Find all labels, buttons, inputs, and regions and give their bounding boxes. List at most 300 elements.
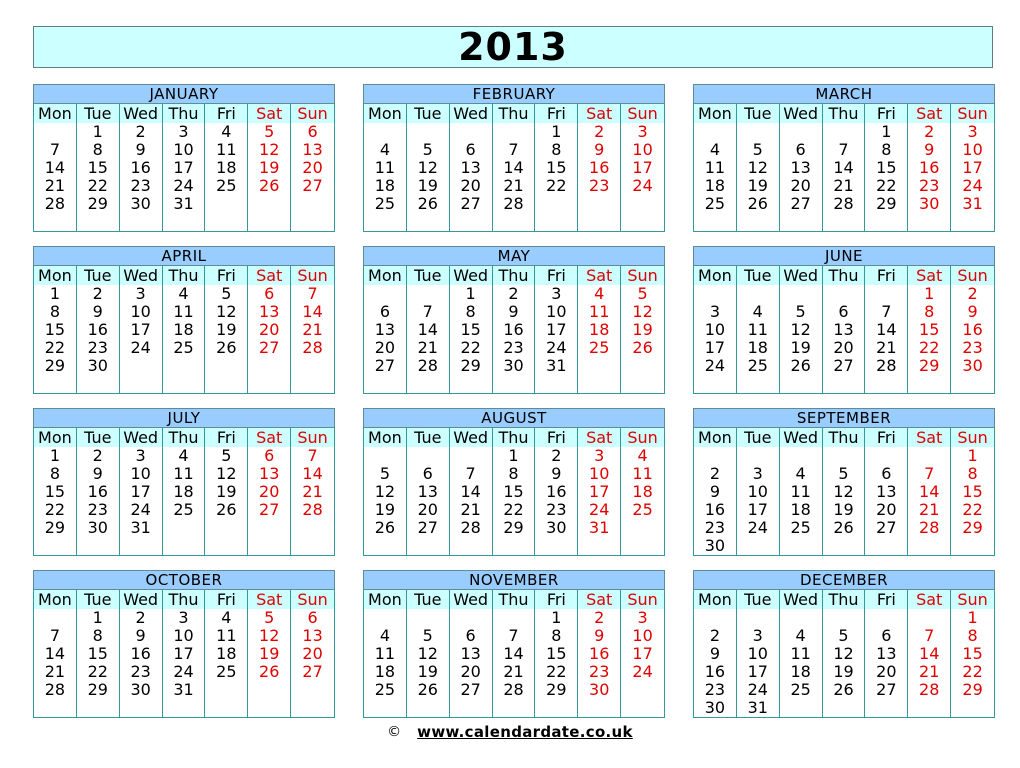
day-cell: 2: [709, 464, 721, 483]
day-cell: 15: [962, 482, 983, 501]
weekday-header: Wed: [450, 590, 492, 609]
day-cell: 28: [44, 194, 66, 213]
weekday-column: [364, 428, 407, 555]
day-cell: 3: [637, 122, 648, 141]
day-cell: 27: [876, 518, 897, 537]
weekday-column: [823, 266, 866, 393]
day-cell: 25: [216, 176, 237, 195]
weekday-column: [407, 266, 450, 393]
month-february: [363, 84, 665, 232]
weekday-header: Sat: [578, 266, 620, 285]
day-cell: [407, 285, 449, 303]
weekday-header: Mon: [694, 104, 736, 123]
weekday-header: Sun: [291, 428, 334, 447]
day-cell: [205, 357, 247, 375]
weekday-header: Fri: [535, 266, 577, 285]
day-cell: 1: [465, 284, 476, 303]
day-cell: 29: [44, 518, 66, 537]
day-cell: [205, 681, 247, 699]
day-cell: 1: [881, 122, 892, 141]
day-cell: 8: [881, 140, 892, 159]
day-cell: 2: [709, 626, 721, 645]
day-cell: 10: [704, 320, 726, 339]
day-cell: 11: [374, 644, 396, 663]
day-cell: 7: [881, 302, 892, 321]
month-grid: [363, 104, 665, 232]
month-name: FEBRUARY: [363, 84, 665, 104]
day-cell: 16: [546, 482, 567, 501]
weekday-column: [908, 266, 951, 393]
day-cell: 21: [833, 176, 854, 195]
day-cell: 26: [259, 662, 280, 681]
day-cell: 12: [216, 302, 237, 321]
day-cell: 20: [833, 338, 854, 357]
day-cell: 1: [924, 284, 935, 303]
weekday-column: [450, 104, 493, 231]
weekday-column: [407, 590, 450, 717]
month-grid: [363, 590, 665, 718]
day-cell: 16: [962, 320, 983, 339]
day-cell: 10: [173, 140, 194, 159]
weekday-column: [493, 590, 536, 717]
day-cell: 1: [508, 446, 519, 465]
day-cell: 6: [795, 140, 806, 159]
day-cell: [291, 681, 334, 699]
day-cell: 22: [962, 662, 983, 681]
day-cell: 22: [87, 176, 108, 195]
day-cell: 17: [546, 320, 567, 339]
day-cell: 11: [173, 464, 194, 483]
month-july: [33, 408, 335, 556]
day-cell: 7: [307, 446, 318, 465]
day-cell: [780, 285, 822, 303]
day-cell: 11: [173, 302, 194, 321]
day-cell: 18: [374, 176, 396, 195]
day-cell: 3: [709, 302, 721, 321]
weekday-header: Sat: [908, 104, 950, 123]
day-cell: [737, 609, 779, 627]
day-cell: 17: [130, 482, 151, 501]
day-cell: 21: [503, 662, 524, 681]
day-cell: 26: [833, 518, 854, 537]
day-cell: 20: [876, 662, 897, 681]
day-cell: [823, 123, 865, 141]
day-cell: 14: [460, 482, 481, 501]
weekday-header: Sun: [291, 266, 334, 285]
weekday-header: Sat: [578, 428, 620, 447]
weekday-column: [493, 104, 536, 231]
day-cell: 22: [546, 662, 567, 681]
weekday-column: [621, 266, 664, 393]
day-cell: 7: [838, 140, 849, 159]
weekday-header: Tue: [407, 266, 449, 285]
month-january: [33, 84, 335, 232]
day-cell: [951, 699, 994, 717]
weekday-column: [951, 266, 994, 393]
day-cell: 22: [44, 500, 66, 519]
weekday-header: Thu: [823, 266, 865, 285]
day-cell: 4: [221, 122, 232, 141]
weekday-column: [865, 428, 908, 555]
day-cell: 19: [417, 176, 438, 195]
weekday-header: Mon: [364, 266, 406, 285]
weekday-column: [694, 590, 737, 717]
day-cell: 22: [962, 500, 983, 519]
day-cell: 24: [173, 662, 194, 681]
weekday-column: [364, 590, 407, 717]
month-august: [363, 408, 665, 556]
day-cell: 11: [747, 320, 768, 339]
day-cell: 18: [632, 482, 653, 501]
day-cell: 8: [49, 464, 61, 483]
day-cell: [205, 195, 247, 213]
day-cell: 11: [632, 464, 653, 483]
month-name: APRIL: [33, 246, 335, 266]
weekday-column: [120, 590, 163, 717]
day-cell: 30: [919, 194, 940, 213]
day-cell: 7: [422, 302, 433, 321]
day-cell: [248, 357, 290, 375]
day-cell: [535, 195, 577, 213]
weekday-column: [780, 428, 823, 555]
day-cell: [780, 609, 822, 627]
weekday-header: Mon: [694, 428, 736, 447]
weekday-header: Fri: [865, 428, 907, 447]
day-cell: 13: [417, 482, 438, 501]
day-cell: 10: [546, 302, 567, 321]
day-cell: 26: [632, 338, 653, 357]
month-grid: [33, 590, 335, 718]
day-cell: 21: [302, 482, 323, 501]
day-cell: 6: [264, 284, 275, 303]
weekday-column: [291, 428, 334, 555]
weekday-header: Thu: [163, 266, 205, 285]
day-cell: 25: [747, 356, 768, 375]
weekday-column: [621, 428, 664, 555]
day-cell: 13: [259, 302, 280, 321]
day-cell: 2: [924, 122, 935, 141]
day-cell: 4: [178, 446, 189, 465]
day-cell: 13: [790, 158, 811, 177]
weekday-header: Tue: [407, 104, 449, 123]
day-cell: 18: [589, 320, 610, 339]
weekday-column: [77, 590, 120, 717]
month-name: NOVEMBER: [363, 570, 665, 590]
day-cell: 6: [465, 140, 476, 159]
day-cell: [865, 609, 907, 627]
day-cell: 12: [216, 464, 237, 483]
copyright-symbol: ©: [387, 724, 402, 740]
day-cell: 18: [790, 500, 811, 519]
weekday-header: Wed: [780, 266, 822, 285]
day-cell: 7: [508, 140, 519, 159]
weekday-header: Fri: [205, 590, 247, 609]
day-cell: 31: [173, 194, 194, 213]
weekday-column: [694, 266, 737, 393]
day-cell: 1: [49, 284, 61, 303]
weekday-column: [205, 428, 248, 555]
day-cell: 23: [546, 500, 567, 519]
day-cell: [780, 537, 822, 555]
day-cell: [248, 195, 290, 213]
day-cell: [908, 609, 950, 627]
day-cell: [248, 681, 290, 699]
weekday-header: Sat: [908, 266, 950, 285]
weekday-header: Wed: [450, 266, 492, 285]
day-cell: 17: [130, 320, 151, 339]
weekday-header: Sun: [951, 590, 994, 609]
day-cell: 27: [460, 680, 481, 699]
day-cell: [120, 357, 162, 375]
weekday-header: Mon: [364, 104, 406, 123]
day-cell: 17: [747, 662, 768, 681]
day-cell: [780, 699, 822, 717]
day-cell: 24: [747, 680, 768, 699]
weekday-column: [291, 590, 334, 717]
day-cell: 15: [87, 158, 108, 177]
day-cell: 31: [589, 518, 610, 537]
weekday-header: Tue: [77, 104, 119, 123]
weekday-header: Wed: [120, 590, 162, 609]
day-cell: 19: [417, 662, 438, 681]
day-cell: 7: [465, 464, 476, 483]
day-cell: [34, 609, 76, 627]
day-cell: 5: [422, 626, 433, 645]
weekday-header: Tue: [77, 590, 119, 609]
day-cell: 3: [135, 446, 146, 465]
day-cell: [205, 519, 247, 537]
day-cell: 12: [417, 644, 438, 663]
day-cell: 26: [216, 338, 237, 357]
month-name: SEPTEMBER: [693, 408, 995, 428]
day-cell: 25: [704, 194, 726, 213]
day-cell: 17: [589, 482, 610, 501]
day-cell: 16: [130, 158, 151, 177]
day-cell: 10: [747, 644, 768, 663]
day-cell: 7: [924, 464, 935, 483]
day-cell: 3: [637, 608, 648, 627]
day-cell: 12: [790, 320, 811, 339]
weekday-column: [205, 266, 248, 393]
day-cell: 28: [876, 356, 897, 375]
day-cell: 15: [919, 320, 940, 339]
day-cell: [34, 123, 76, 141]
day-cell: 19: [216, 320, 237, 339]
day-cell: 27: [876, 680, 897, 699]
day-cell: 7: [307, 284, 318, 303]
weekday-column: [163, 104, 206, 231]
weekday-column: [291, 266, 334, 393]
day-cell: 4: [379, 626, 391, 645]
day-cell: 16: [87, 320, 108, 339]
weekday-column: [450, 428, 493, 555]
day-cell: 15: [44, 482, 66, 501]
day-cell: [364, 285, 406, 303]
day-cell: 27: [790, 194, 811, 213]
weekday-column: [77, 104, 120, 231]
weekday-header: Sun: [951, 266, 994, 285]
weekday-column: [737, 590, 780, 717]
day-cell: 22: [44, 338, 66, 357]
day-cell: 19: [374, 500, 396, 519]
day-cell: 24: [632, 662, 653, 681]
website-link[interactable]: www.calendardate.co.uk: [417, 723, 633, 741]
day-cell: 23: [130, 176, 151, 195]
weekday-header: Wed: [450, 428, 492, 447]
weekday-column: [248, 590, 291, 717]
day-cell: 18: [216, 644, 237, 663]
day-cell: 6: [307, 608, 318, 627]
weekday-column: [205, 590, 248, 717]
day-cell: 17: [962, 158, 983, 177]
weekday-column: [77, 266, 120, 393]
day-cell: 27: [460, 194, 481, 213]
day-cell: 14: [919, 482, 940, 501]
day-cell: 28: [44, 680, 66, 699]
day-cell: 7: [49, 626, 61, 645]
weekday-header: Tue: [737, 590, 779, 609]
weekday-header: Wed: [780, 590, 822, 609]
day-cell: 2: [135, 122, 146, 141]
day-cell: 11: [216, 140, 237, 159]
weekday-header: Sun: [621, 590, 664, 609]
day-cell: 5: [264, 608, 275, 627]
weekday-header: Tue: [77, 266, 119, 285]
day-cell: 19: [747, 176, 768, 195]
day-cell: 5: [264, 122, 275, 141]
day-cell: 9: [92, 302, 103, 321]
day-cell: 12: [747, 158, 768, 177]
day-cell: 20: [790, 176, 811, 195]
day-cell: 21: [302, 320, 323, 339]
month-name: JUNE: [693, 246, 995, 266]
weekday-header: Thu: [163, 104, 205, 123]
day-cell: 30: [503, 356, 524, 375]
day-cell: 5: [422, 140, 433, 159]
weekday-header: Sat: [248, 266, 290, 285]
day-cell: 14: [417, 320, 438, 339]
day-cell: 7: [924, 626, 935, 645]
day-cell: 2: [551, 446, 562, 465]
calendar-title: 2013: [33, 26, 993, 68]
day-cell: 4: [752, 302, 763, 321]
weekday-column: [407, 104, 450, 231]
weekday-header: Wed: [120, 104, 162, 123]
weekday-header: Sat: [578, 590, 620, 609]
day-cell: 13: [259, 464, 280, 483]
weekday-header: Wed: [120, 266, 162, 285]
day-cell: [578, 357, 620, 375]
day-cell: 9: [594, 140, 605, 159]
weekday-header: Tue: [77, 428, 119, 447]
day-cell: 1: [92, 122, 103, 141]
day-cell: 16: [503, 320, 524, 339]
day-cell: 4: [379, 140, 391, 159]
day-cell: [694, 123, 736, 141]
day-cell: [737, 447, 779, 465]
day-cell: 11: [374, 158, 396, 177]
day-cell: 21: [919, 662, 940, 681]
day-cell: 11: [589, 302, 610, 321]
month-may: [363, 246, 665, 394]
day-cell: 10: [130, 464, 151, 483]
day-cell: 18: [374, 662, 396, 681]
weekday-header: Sun: [951, 104, 994, 123]
day-cell: 12: [259, 140, 280, 159]
day-cell: 8: [92, 626, 103, 645]
month-grid: [363, 266, 665, 394]
day-cell: 23: [704, 518, 726, 537]
day-cell: 30: [87, 518, 108, 537]
month-september: [693, 408, 995, 556]
weekday-header: Fri: [865, 104, 907, 123]
day-cell: 22: [503, 500, 524, 519]
day-cell: [865, 699, 907, 717]
weekday-header: Thu: [163, 428, 205, 447]
day-cell: 9: [92, 464, 103, 483]
day-cell: 24: [130, 500, 151, 519]
day-cell: 1: [92, 608, 103, 627]
day-cell: 10: [962, 140, 983, 159]
day-cell: 29: [546, 680, 567, 699]
day-cell: [823, 609, 865, 627]
day-cell: 31: [546, 356, 567, 375]
day-cell: 11: [790, 644, 811, 663]
day-cell: 26: [374, 518, 396, 537]
weekday-header: Fri: [535, 104, 577, 123]
day-cell: 1: [551, 122, 562, 141]
day-cell: 28: [503, 194, 524, 213]
weekday-header: Sun: [621, 266, 664, 285]
day-cell: [364, 609, 406, 627]
weekday-column: [120, 104, 163, 231]
weekday-header: Fri: [205, 428, 247, 447]
month-november: [363, 570, 665, 718]
day-cell: 15: [546, 644, 567, 663]
day-cell: 16: [87, 482, 108, 501]
day-cell: 5: [221, 284, 232, 303]
day-cell: 20: [302, 644, 323, 663]
weekday-column: [694, 428, 737, 555]
day-cell: [694, 609, 736, 627]
weekday-header: Sun: [291, 590, 334, 609]
day-cell: 26: [216, 500, 237, 519]
day-cell: [163, 357, 205, 375]
weekday-column: [535, 428, 578, 555]
day-cell: [291, 519, 334, 537]
day-cell: 4: [637, 446, 648, 465]
weekday-column: [450, 590, 493, 717]
weekday-column: [780, 104, 823, 231]
day-cell: 6: [838, 302, 849, 321]
day-cell: 26: [417, 194, 438, 213]
weekday-header: Wed: [780, 428, 822, 447]
day-cell: 8: [551, 140, 562, 159]
weekday-column: [578, 104, 621, 231]
day-cell: 23: [130, 662, 151, 681]
day-cell: 3: [752, 626, 763, 645]
day-cell: [621, 519, 664, 537]
day-cell: 17: [632, 644, 653, 663]
day-cell: 30: [704, 536, 726, 555]
day-cell: 28: [460, 518, 481, 537]
day-cell: 20: [876, 500, 897, 519]
month-name: MAY: [363, 246, 665, 266]
day-cell: 16: [704, 500, 726, 519]
weekday-header: Sat: [248, 428, 290, 447]
day-cell: 15: [44, 320, 66, 339]
day-cell: 19: [790, 338, 811, 357]
